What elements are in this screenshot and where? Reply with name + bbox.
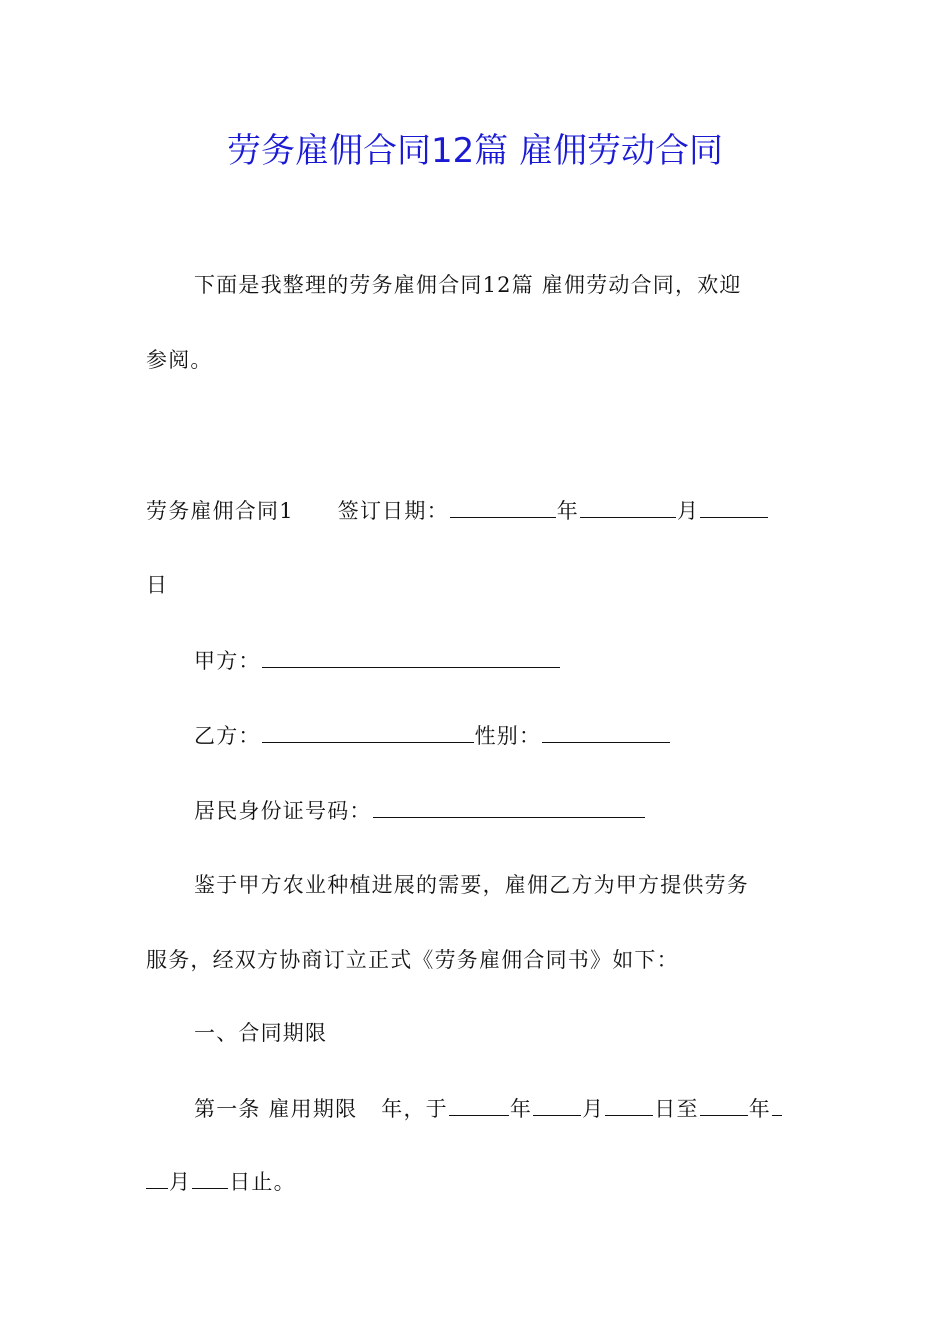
id-line	[194, 795, 646, 826]
id-blank	[373, 795, 645, 818]
party-b-label: 乙方：	[194, 724, 261, 748]
end-month-blank-rest	[146, 1166, 168, 1189]
end-year-blank	[700, 1093, 748, 1116]
gender-label: 性别：	[474, 724, 542, 748]
sign-day-label: 日	[146, 573, 169, 597]
sign-month-label: 月	[676, 499, 700, 523]
article-1-year-label: 年，于	[381, 1097, 448, 1121]
start-year-blank	[449, 1093, 509, 1116]
start-month-blank	[533, 1093, 581, 1116]
end-day-label: 日止。	[229, 1170, 296, 1194]
end-month-label: 月	[169, 1170, 192, 1194]
sign-day-blank	[700, 495, 768, 518]
end-month-blank-start	[772, 1093, 782, 1116]
document-title: 劳务雇佣合同12篇 雇佣劳动合同	[226, 131, 724, 171]
start-day-blank	[605, 1093, 653, 1116]
party-a-blank	[262, 645, 560, 668]
party-b-blank	[262, 720, 474, 743]
contract-heading: 劳务雇佣合同1	[146, 499, 294, 523]
whereas-line-1: 鉴于甲方农业种植进展的需要，雇佣乙方为甲方提供劳务	[194, 873, 749, 897]
section-1-heading: 一、合同期限	[194, 1021, 328, 1045]
intro-line-1: 下面是我整理的劳务雇佣合同12篇 雇佣劳动合同，欢迎	[194, 273, 742, 297]
start-year-label: 年	[509, 1097, 533, 1121]
article-1-prefix: 第一条 雇用期限	[194, 1097, 358, 1121]
sign-year-blank	[450, 495, 556, 518]
contract-heading-line	[146, 495, 769, 526]
start-month-label: 月	[582, 1097, 605, 1121]
intro-line-2: 参阅。	[146, 348, 213, 372]
gender-blank	[542, 720, 670, 743]
whereas-line-2: 服务，经双方协商订立正式《劳务雇佣合同书》如下：	[146, 948, 679, 972]
party-a-label: 甲方：	[194, 649, 261, 673]
start-day-to-label: 日至	[654, 1097, 699, 1121]
sign-year-label: 年	[556, 499, 579, 523]
article-1-line-2	[146, 1166, 296, 1197]
sign-month-blank	[580, 495, 676, 518]
party-a-line	[194, 645, 561, 676]
article-1-line	[194, 1093, 783, 1124]
end-day-blank	[192, 1166, 228, 1189]
sign-date-label: 签订日期：	[337, 499, 449, 523]
id-label: 居民身份证号码：	[194, 799, 372, 823]
end-year-label: 年	[748, 1097, 771, 1121]
party-b-line	[194, 720, 671, 751]
